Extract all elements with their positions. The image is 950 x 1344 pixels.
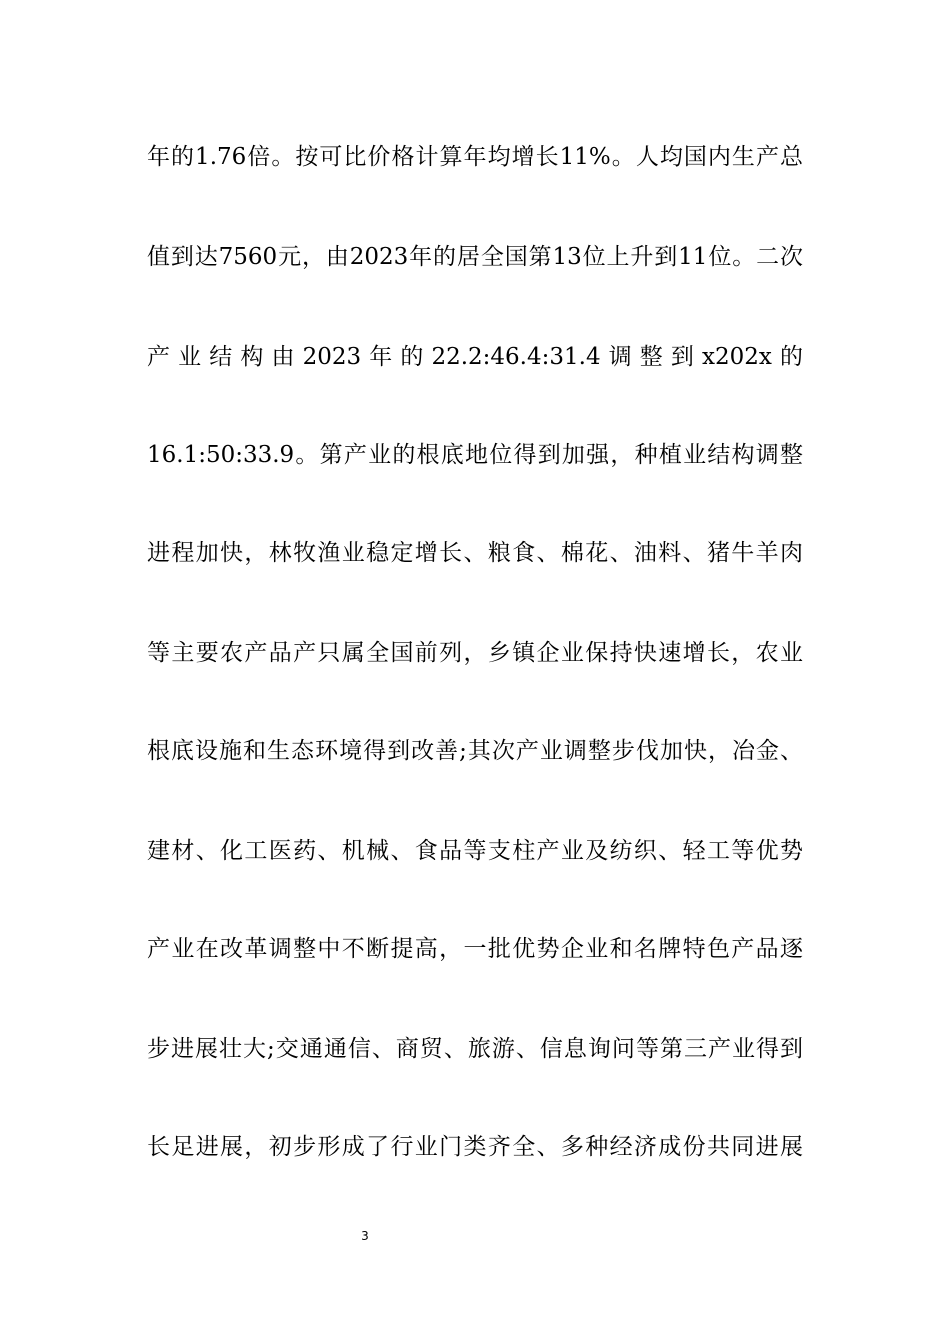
body-text-line: 等主要农产品产只属全国前列，乡镇企业保持快速增长，农业 <box>147 640 803 666</box>
body-text-line: 长足进展，初步形成了行业门类齐全、多种经济成份共同进展 <box>147 1134 803 1160</box>
body-text-line: 进程加快，林牧渔业稳定增长、粮食、棉花、油料、猪牛羊肉 <box>147 540 803 566</box>
body-text-line: 步进展壮大;交通通信、商贸、旅游、信息询问等第三产业得到 <box>147 1036 803 1062</box>
body-text-line: 产业在改革调整中不断提高，一批优势企业和名牌特色产品逐 <box>147 936 803 962</box>
body-text-line: 建材、化工医药、机械、食品等支柱产业及纺织、轻工等优势 <box>147 838 803 864</box>
body-text-line: 16.1:50:33.9。第产业的根底地位得到加强，种植业结构调整 <box>147 442 803 468</box>
body-text-line: 年的1.76倍。按可比价格计算年均增长11%。人均国内生产总 <box>147 144 803 170</box>
body-text-line: 值到达7560元，由2023年的居全国第13位上升到11位。二次 <box>147 244 803 270</box>
page-number: 3 <box>361 1229 369 1243</box>
body-text-line: 根底设施和生态环境得到改善;其次产业调整步伐加快，冶金、 <box>147 738 803 764</box>
body-text-line: 产业结构由2023年的22.2:46.4:31.4调整到x202x的 <box>147 344 803 370</box>
